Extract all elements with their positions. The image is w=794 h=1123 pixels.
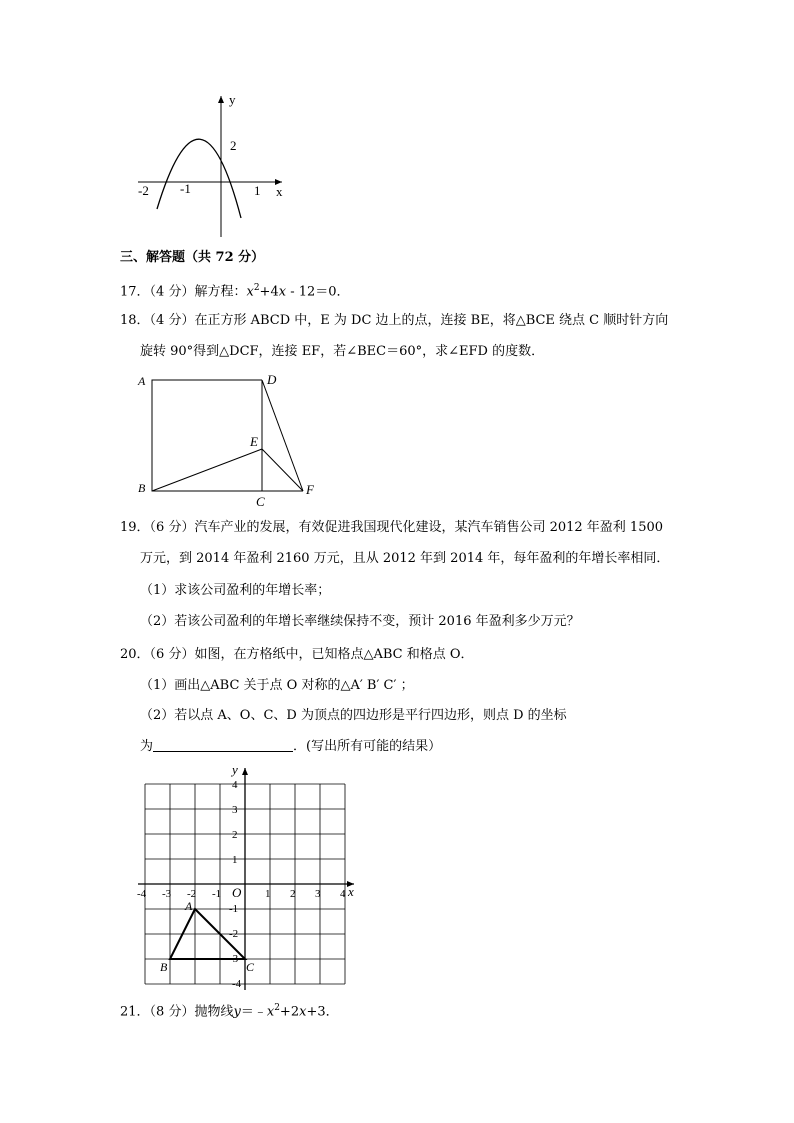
y-tick-label: -2 — [229, 928, 239, 940]
answer-suffix: ．(写出所有可能的结果） — [293, 739, 442, 754]
question-20-sub2: （2）若以点 A、O、C、D 为顶点的四边形是平行四边形，则点 D 的坐标 — [140, 708, 567, 723]
segment-ef — [262, 449, 303, 491]
x-tick-label: -2 — [138, 183, 149, 198]
square-figure — [130, 370, 330, 510]
question-20-sub2-answer — [140, 738, 441, 756]
point-label-e: E — [250, 434, 258, 449]
question-20-line1: 20．（6 分）如图，在方格纸中，已知格点△ABC 和格点 O． — [120, 647, 474, 662]
question-number: 21．（8 分） — [120, 1004, 195, 1020]
segment-be — [152, 449, 262, 491]
equation-part: +3． — [306, 1004, 339, 1020]
x-tick-label: -3 — [162, 888, 172, 900]
y-tick-label: 2 — [232, 829, 238, 841]
parabola-graph — [130, 90, 300, 240]
x-tick-label: 1 — [254, 183, 261, 198]
y-tick-label: 1 — [232, 854, 238, 866]
x-tick-label: -2 — [187, 888, 197, 900]
x-tick-label: 3 — [315, 888, 321, 900]
question-20-sub1: （1）画出△ABC 关于点 O 对称的△A′ B′ C′ ； — [140, 678, 414, 693]
x-axis-label: x — [348, 884, 354, 899]
question-19-sub1: （1）求该公司盈利的年增长率； — [140, 583, 331, 598]
equation-var: x — [266, 1004, 275, 1020]
question-19-line1: 19．（6 分）汽车产业的发展，有效促进我国现代化建设，某汽车销售公司 2012 年盈利 1500 — [120, 520, 664, 535]
x-tick-label: -1 — [180, 181, 191, 196]
x-tick-label: -4 — [137, 888, 147, 900]
question-text: 解方程： — [194, 284, 247, 300]
question-number: 17．（4 分） — [120, 284, 195, 300]
point-label-c: C — [246, 960, 255, 974]
segment-df — [262, 380, 303, 491]
x-tick-label: 4 — [340, 888, 346, 900]
equation-var: x — [299, 1004, 307, 1020]
equation-part: - 12＝0． — [286, 284, 350, 300]
equation-exponent: 2 — [253, 283, 260, 293]
equation-part: +4 — [259, 284, 279, 300]
point-label-d: D — [267, 372, 277, 387]
point-label-b: B — [160, 960, 168, 974]
y-axis-label: y — [229, 92, 236, 107]
x-tick-label: -1 — [212, 888, 222, 900]
y-tick-label: -1 — [229, 903, 239, 915]
equation-var: y — [233, 1004, 241, 1020]
y-tick-label: -3 — [229, 953, 239, 965]
point-label-b: B — [138, 481, 146, 495]
point-label-f: F — [306, 482, 314, 497]
x-axis-label: x — [276, 184, 283, 199]
question-18-line2: 旋转 90°得到△DCF，连接 EF，若∠BEC＝60°，求∠EFD 的度数． — [140, 344, 545, 359]
point-label-a: A — [138, 374, 146, 388]
origin-label: O — [232, 885, 242, 900]
y-tick-label: 3 — [232, 804, 238, 816]
coordinate-grid — [130, 760, 370, 990]
question-19-sub2: （2）若该公司盈利的年增长率继续保持不变，预计 2016 年盈利多少万元？ — [140, 614, 580, 629]
y-axis-label: y — [232, 762, 238, 777]
answer-prefix: 为 — [140, 739, 154, 754]
x-tick-label: 2 — [290, 888, 296, 900]
x-tick-label: 1 — [265, 888, 271, 900]
y-tick-label: 4 — [232, 779, 238, 791]
point-label-c: C — [256, 494, 265, 509]
question-18-line1: 18．（4 分）在正方形 ABCD 中，E 为 DC 边上的点，连接 BE，将△BCE 绕点 C 顺时针方向 — [120, 313, 669, 328]
question-21 — [120, 999, 339, 1021]
square-outline — [152, 380, 262, 491]
equation-exponent: 2 — [274, 1003, 280, 1013]
equation-var: x — [246, 284, 254, 300]
section-title: 三、解答题（共 72 分） — [120, 250, 265, 265]
equation-part: +2 — [279, 1004, 300, 1020]
equation-var: x — [278, 284, 287, 300]
equation-part: ＝﹣ — [240, 1004, 267, 1020]
question-19-line2: 万元，到 2014 年盈利 2160 万元，且从 2012 年到 2014 年，每年盈利的年增长率相同． — [140, 551, 670, 566]
y-axis-arrow — [218, 96, 224, 103]
y-tick-label: 2 — [230, 138, 237, 153]
answer-blank[interactable] — [153, 738, 293, 752]
parabola-curve — [157, 139, 241, 218]
question-17 — [120, 279, 350, 301]
question-text: 抛物线 — [194, 1004, 234, 1020]
y-tick-label: -4 — [232, 978, 242, 990]
point-label-a: A — [185, 899, 193, 913]
x-tick-labels — [137, 888, 346, 900]
y-axis-arrow — [242, 768, 248, 775]
